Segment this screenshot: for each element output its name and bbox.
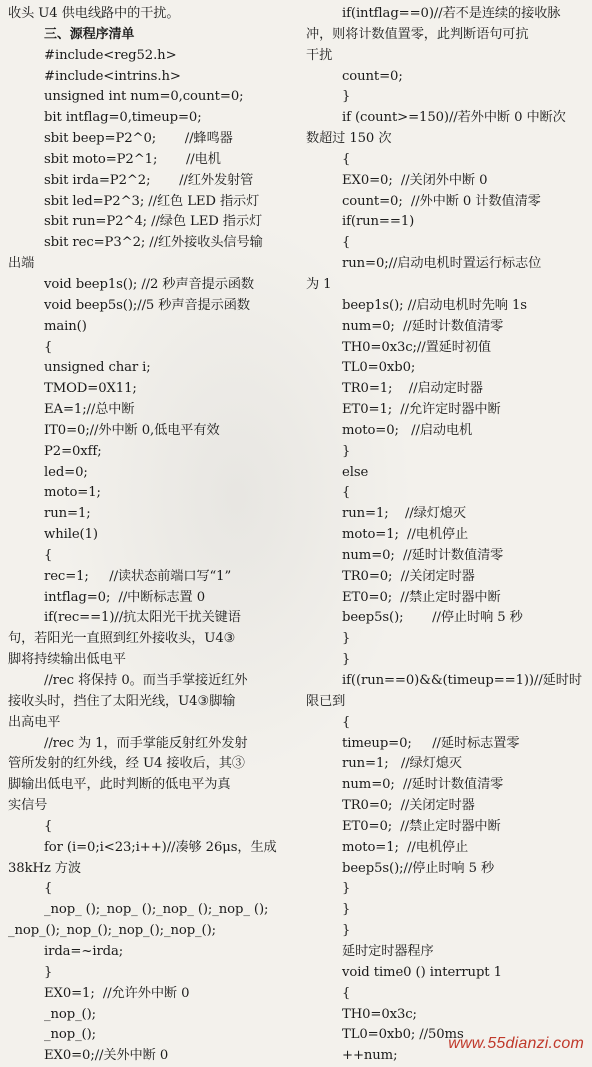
code-line: if(intflag==0)//若不是连续的接收脉 <box>342 6 561 21</box>
code-line: } <box>342 902 351 918</box>
code-line: moto=0; //启动电机 <box>342 422 473 438</box>
code-line: sbit run=P2^4; //绿色 LED 指示灯 <box>44 214 263 230</box>
code-line: 实信号 <box>8 798 48 814</box>
site-watermark: www.55dianzi.com <box>448 1035 584 1052</box>
code-line: count=0; <box>342 68 403 84</box>
code-line: IT0=0;//外中断 0,低电平有效 <box>44 422 220 438</box>
code-line: } <box>342 631 351 647</box>
code-line: led=0; <box>44 464 88 480</box>
code-line: if(rec==1)//抗太阳光干扰关键语 <box>44 610 241 626</box>
code-line: TH0=0x3c; <box>342 1006 417 1022</box>
code-line: 38kHz 方波 <box>8 860 81 876</box>
code-line: { <box>342 151 351 167</box>
code-line: ET0=0; //禁止定时器中断 <box>342 818 501 834</box>
code-line: { <box>342 235 351 251</box>
code-line: main() <box>44 318 87 334</box>
code-line: TH0=0x3c;//置延时初值 <box>342 339 492 355</box>
code-line: { <box>342 714 351 730</box>
code-line: irda=~irda; <box>44 943 124 959</box>
code-line: { <box>342 485 351 501</box>
code-line: 干扰 <box>306 47 333 63</box>
code-line: moto=1; <box>44 485 101 501</box>
code-line: } <box>44 964 53 980</box>
code-line: } <box>342 443 351 459</box>
left-column <box>8 4 290 1067</box>
code-line: while(1) <box>44 527 98 543</box>
code-line: unsigned int num=0,count=0; <box>44 89 244 105</box>
code-line: unsigned char i; <box>44 360 151 376</box>
code-line: ET0=0; //禁止定时器中断 <box>342 589 501 605</box>
code-line: else <box>342 464 369 480</box>
code-line: run=0;//启动电机时置运行标志位 <box>342 256 542 272</box>
code-line: 管所发射的红外线，经 U4 接收后，其③ <box>8 756 245 772</box>
right-column <box>306 4 584 1067</box>
code-line: 限已到 <box>306 693 346 709</box>
code-line: 收头 U4 供电线路中的干扰。 <box>8 6 180 21</box>
code-line: moto=1; //电机停止 <box>342 527 469 543</box>
code-line: if(run==1) <box>342 214 415 230</box>
code-line: { <box>44 818 53 834</box>
code-line: TL0=0xb0; //50ms <box>342 1027 464 1043</box>
code-line: TR0=0; //关闭定时器 <box>342 568 475 584</box>
code-line: TR0=1; //启动定时器 <box>342 381 483 397</box>
code-line: for (i=0;i<23;i++)//凑够 26μs，生成 <box>44 839 277 855</box>
code-line: sbit rec=P3^2; //红外接收头信号输 <box>44 235 263 251</box>
code-line: sbit moto=P2^1; //电机 <box>44 151 221 167</box>
code-line: num=0; //延时计数值清零 <box>342 318 504 334</box>
code-line: _nop_ ();_nop_ ();_nop_ ();_nop_ (); <box>44 902 269 918</box>
code-line: 出端 <box>8 256 35 272</box>
code-line: } <box>342 652 351 668</box>
code-line: sbit led=P2^3; //红色 LED 指示灯 <box>44 193 260 209</box>
code-line: bit intflag=0,timeup=0; <box>44 110 202 126</box>
code-line: run=1; //绿灯熄灭 <box>342 756 462 772</box>
code-line: 为 1 <box>306 276 332 292</box>
code-line: _nop_(); <box>44 1006 96 1022</box>
code-line: void time0 () interrupt 1 <box>342 964 502 980</box>
code-line: 冲，则将计数值置零，此判断语句可抗 <box>306 26 529 42</box>
code-line: timeup=0; //延时标志置零 <box>342 735 520 751</box>
code-line: beep5s(); //停止时响 5 秒 <box>342 610 523 626</box>
code-line: intflag=0; //中断标志置 0 <box>44 589 205 605</box>
code-line: //rec 将保持 0。而当手掌接近红外 <box>44 673 248 688</box>
code-line: EX0=1; //允许外中断 0 <box>44 985 190 1001</box>
code-line: } <box>342 881 351 897</box>
code-line: //rec 为 1，而手掌能反射红外发射 <box>44 735 248 751</box>
code-line: 脚将持续输出低电平 <box>8 652 126 668</box>
code-line: { <box>342 985 351 1001</box>
code-line: void beep5s();//5 秒声音提示函数 <box>44 297 250 313</box>
code-line: ET0=1; //允许定时器中断 <box>342 402 501 418</box>
code-line: EA=1;//总中断 <box>44 402 135 418</box>
code-line: { <box>44 547 53 563</box>
code-line: TR0=0; //关闭定时器 <box>342 798 475 814</box>
code-line: #include<reg52.h> <box>44 47 177 63</box>
code-line: ++num; <box>342 1048 398 1064</box>
code-line: void beep1s(); //2 秒声音提示函数 <box>44 276 254 292</box>
code-line: P2=0xff; <box>44 443 102 459</box>
code-line: #include<intrins.h> <box>44 68 181 84</box>
code-line: { <box>44 881 53 897</box>
code-line: 出高电平 <box>8 714 61 730</box>
code-line: num=0; //延时计数值清零 <box>342 547 504 563</box>
code-line: } <box>342 923 351 939</box>
code-line: 数超过 150 次 <box>306 131 392 147</box>
code-line: if((run==0)&&(timeup==1))//延时时 <box>342 673 582 688</box>
section-heading: 三、源程序清单 <box>44 26 135 42</box>
code-line: sbit beep=P2^0; //蜂鸣器 <box>44 131 233 147</box>
code-line: EX0=0; //关闭外中断 0 <box>342 172 488 188</box>
code-line: 脚输出低电平，此时判断的低电平为真 <box>8 777 231 793</box>
code-line: beep5s();//停止时响 5 秒 <box>342 860 495 876</box>
code-line: beep1s(); //启动电机时先响 1s <box>342 297 527 313</box>
code-line: TL0=0xb0; <box>342 360 416 376</box>
code-line: _nop_();_nop_();_nop_();_nop_(); <box>8 923 216 939</box>
code-line: EX0=0;//关外中断 0 <box>44 1048 169 1064</box>
code-line: rec=1; //读状态前端口写“1” <box>44 568 232 584</box>
code-line: _nop_(); <box>44 1027 96 1043</box>
code-line: 接收头时，挡住了太阳光线，U4③脚输 <box>8 693 236 709</box>
code-line: moto=1; //电机停止 <box>342 839 469 855</box>
code-line: { <box>44 339 53 355</box>
code-line: 句，若阳光一直照到红外接收头，U4③ <box>8 631 236 647</box>
code-line: } <box>342 89 351 105</box>
code-line: TMOD=0X11; <box>44 381 137 397</box>
code-line: run=1; //绿灯熄灭 <box>342 506 466 522</box>
code-line: sbit irda=P2^2; //红外发射管 <box>44 172 254 188</box>
code-line: 延时定时器程序 <box>342 943 434 959</box>
code-line: num=0; //延时计数值清零 <box>342 777 504 793</box>
code-line: run=1; <box>44 506 91 522</box>
code-line: count=0; //外中断 0 计数值清零 <box>342 193 541 209</box>
code-line: if (count>=150)//若外中断 0 中断次 <box>342 110 566 126</box>
